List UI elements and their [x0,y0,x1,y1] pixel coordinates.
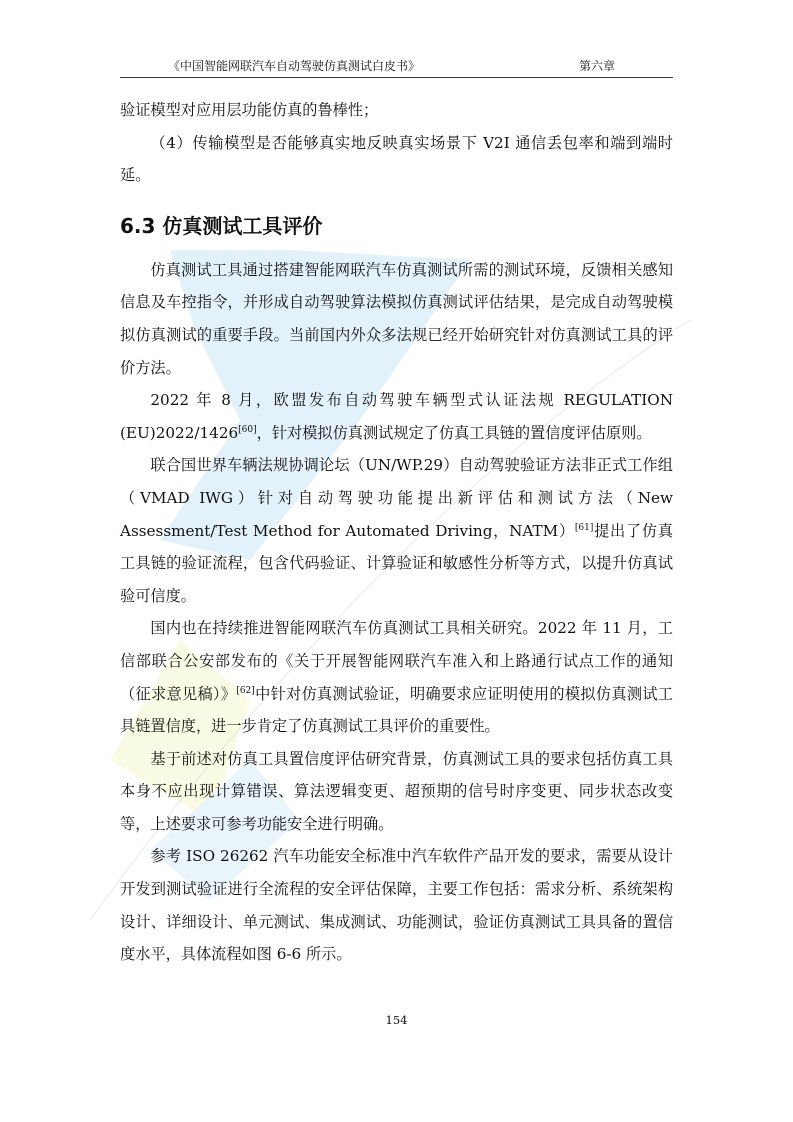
page-body [120,92,673,971]
paragraph-domestic [120,612,673,742]
reference-62: [62] [236,685,255,696]
paragraph-robustness: 验证模型对应用层功能仿真的鲁棒性； [120,101,379,119]
paragraph-unwp29-text-b: 提出了仿真工具链的验证流程，包含代码验证、计算验证和敏感性分析等方式，以提升仿真试验可信度。 [120,521,674,605]
paragraph-unwp29 [120,449,673,612]
paragraph-eu-regulation [120,384,673,449]
page-header [120,55,673,78]
reference-61: [61] [574,522,594,533]
paragraph-requirements: 基于前述对仿真工具置信度评估研究背景，仿真测试工具的要求包括仿真工具本身不应出现计算错误、算法逻辑变更、超预期的信号时序变更、同步状态改变等，上述要求可参考功能安全进行明确。 [120,749,673,833]
paragraph-transmission-model: （4）传输模型是否能够真实地反映真实场景下 V2I 通信丢包率和端到端时延。 [120,133,673,185]
paragraph-eu-text-a: 2022 年 8 月，欧盟发布自动驾驶车辆型式认证法规 REGULATION (EU)2022/1426 [120,391,673,442]
paragraph-domestic-text-b: 中针对仿真测试验证，明确要求应证明使用的模拟仿真测试工具链置信度，进一步肯定了仿真测试工具评价的重要性。 [120,684,673,736]
paragraph-unwp29-text-a: 联合国世界车辆法规协调论坛（UN/WP.29）自动驾驶验证方法非正式工作组（VMAD IWG）针对自动驾驶功能提出新评估和测试方法（New Assessment/Test Method for Automated Driving，NATM） [120,456,673,540]
paragraph-intro: 仿真测试工具通过搭建智能网联汽车仿真测试所需的测试环境，反馈相关感知信息及车控指令，并形成自动驾驶算法模拟仿真测试评估结果，是完成自动驾驶模拟仿真测试的重要手段。当前国内外众多法规已经开始研究针对仿真测试工具的评价方法。 [120,260,673,377]
header-chapter: 第六章 [579,59,616,73]
page-number: 154 [385,1013,408,1027]
paragraph-iso26262: 参考 ISO 26262 汽车功能安全标准中汽车软件产品开发的要求，需要从设计开发到测试验证进行全流程的安全评估保障，主要工作包括：需求分析、系统架构设计、详细设计、单元测试、集成测试、功能测试，验证仿真测试工具具备的置信度水平，具体流程如图 6-6 所示。 [120,847,673,964]
section-heading: 6.3 仿真测试工具评价 [120,213,323,238]
paragraph-domestic-text-a: 国内也在持续推进智能网联汽车仿真测试工具相关研究。2022 年 11 月，工信部联合公安部发布的《关于开展智能网联汽车准入和上路通行试点工作的通知（征求意见稿）》 [120,619,673,703]
paragraph-eu-text-b: ，针对模拟仿真测试规定了仿真工具链的置信度评估原则。 [256,423,652,442]
reference-60: [60] [238,424,257,435]
header-title: 《中国智能网联汽车自动驾驶仿真测试白皮书》 [168,59,421,73]
